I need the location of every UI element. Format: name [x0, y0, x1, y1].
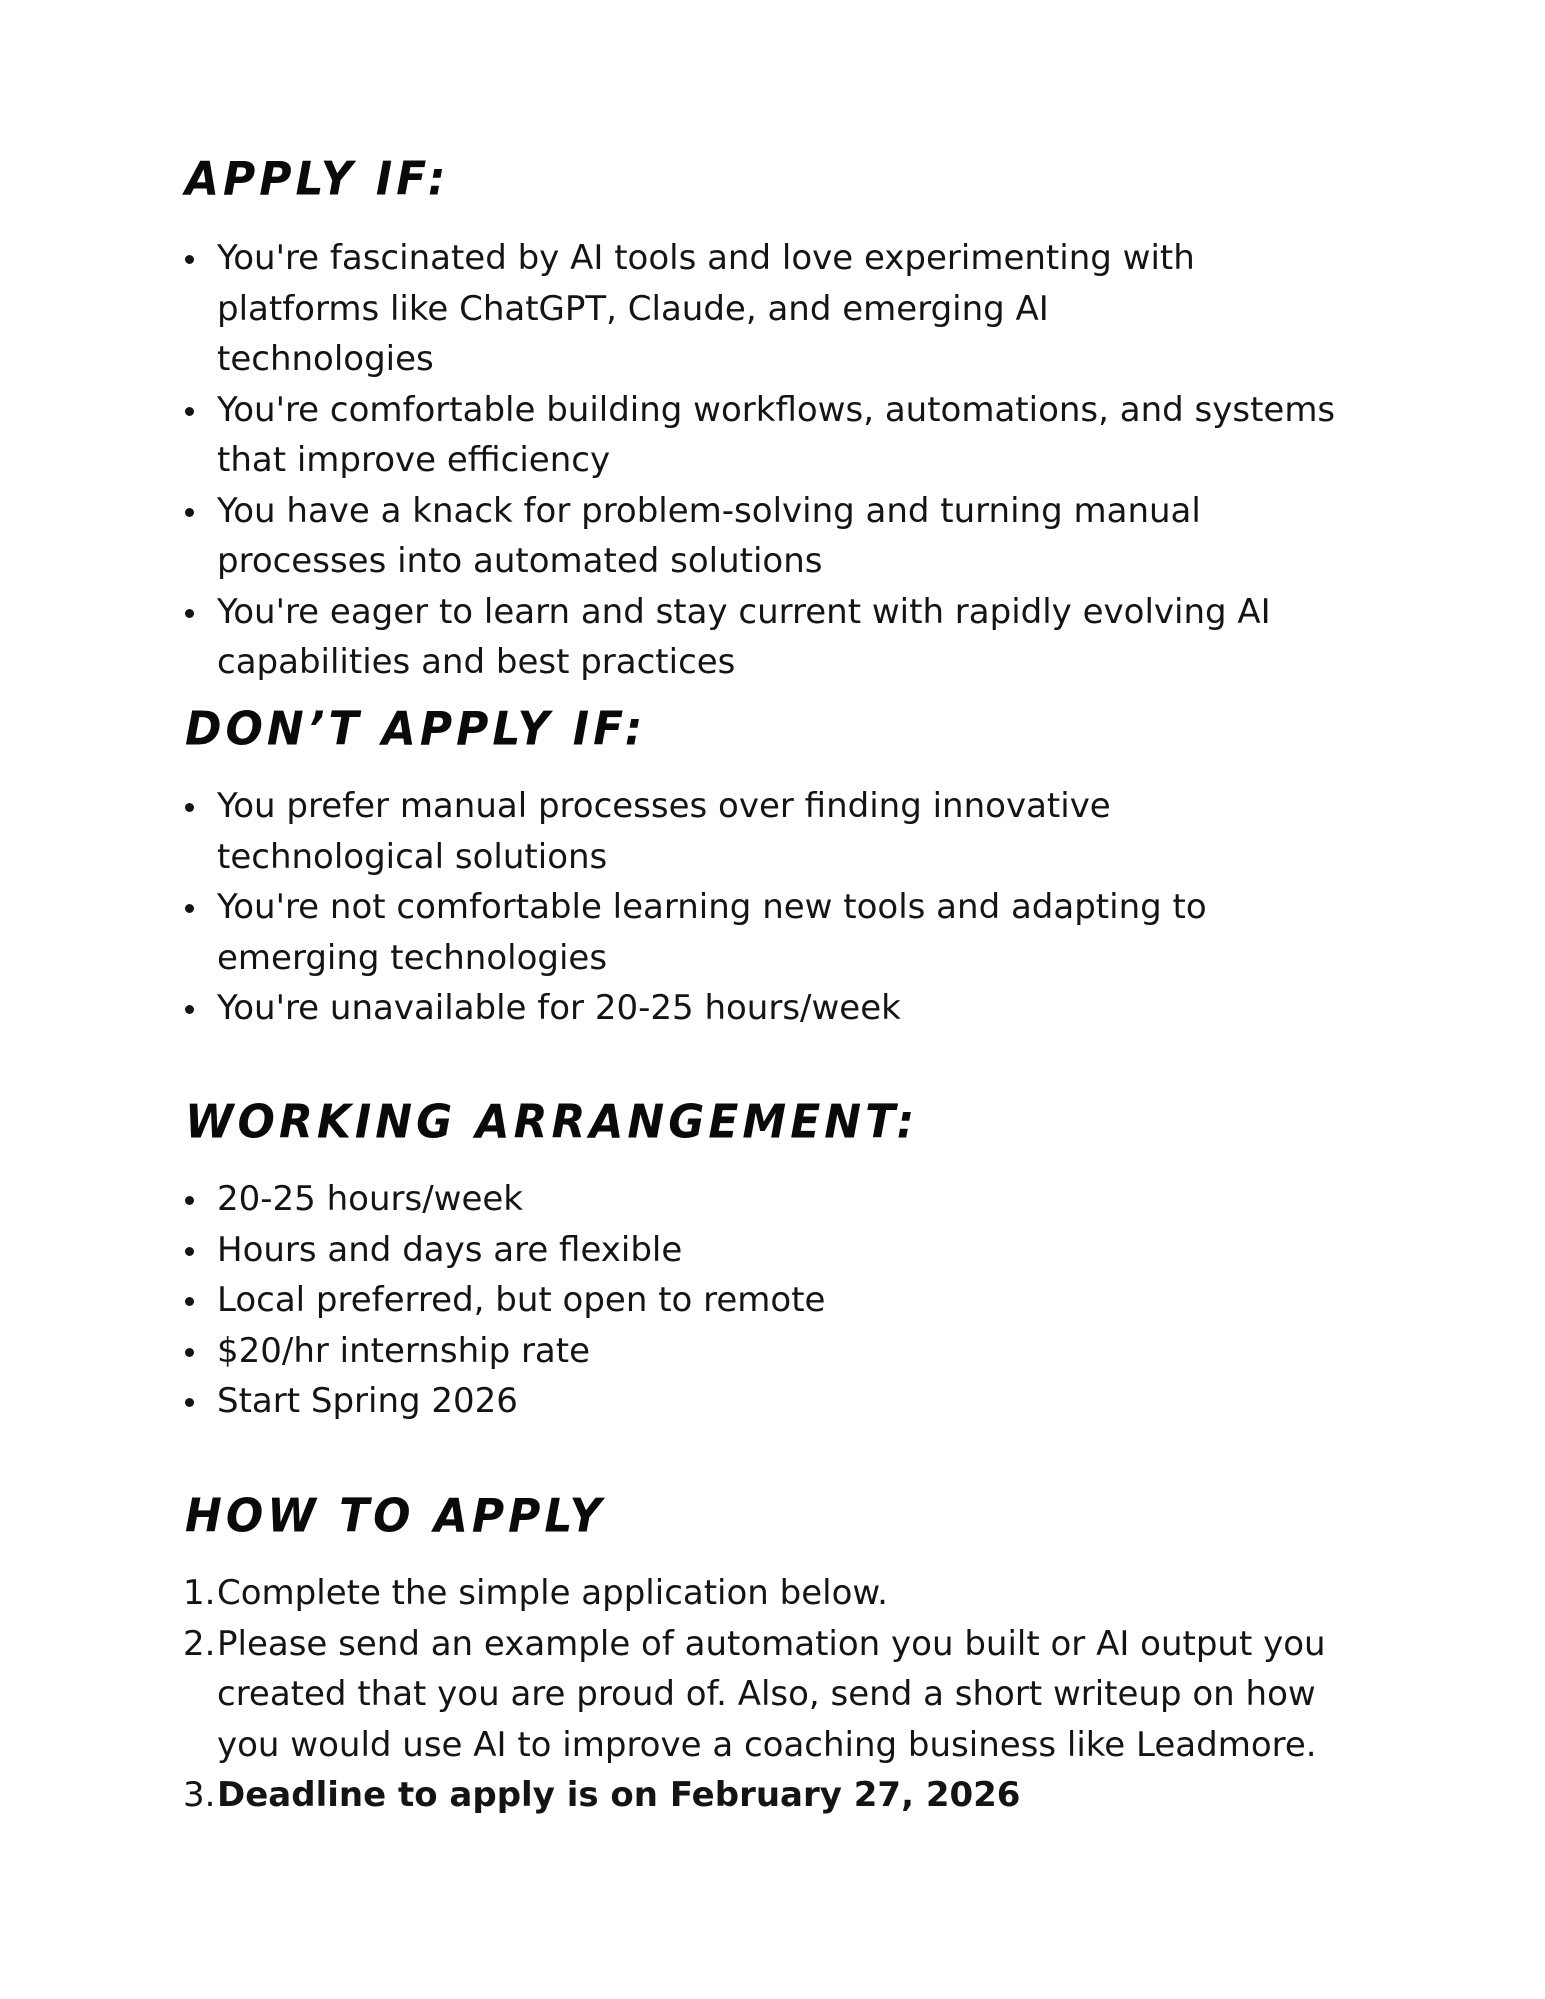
step-item [185, 1770, 1405, 1821]
list-apply-if [185, 233, 1395, 688]
list-item: You're fascinated by AI tools and love experimenting with platforms like ChatGPT, Claude, and emerging AI technologies [185, 233, 1247, 385]
list-item: Hours and days are flexible [185, 1225, 1405, 1276]
list-item: Local preferred, but open to remote [185, 1275, 1405, 1326]
list-item: 20-25 hours/week [185, 1174, 1405, 1225]
step-text: Complete the simple application below. [217, 1573, 888, 1613]
list-item: Start Spring 2026 [185, 1376, 1405, 1427]
list-item: You're not comfortable learning new tools and adapting to emerging technologies [185, 882, 1287, 983]
list-item: You have a knack for problem-solving and turning manual processes into automated solutions [185, 486, 1257, 587]
heading-apply-if: APPLY IF: [185, 152, 450, 207]
section-dont-apply-if [185, 700, 1405, 1034]
section-how-to-apply [185, 1487, 1405, 1821]
list-item: You're eager to learn and stay current with rapidly evolving AI capabilities and best practices [185, 587, 1317, 688]
list-item: You prefer manual processes over finding innovative technological solutions [185, 781, 1197, 882]
list-item: $20/hr internship rate [185, 1326, 1405, 1377]
list-working-arrangement [185, 1174, 1405, 1427]
heading-working-arrangement: WORKING ARRANGEMENT: [185, 1095, 919, 1150]
step-text: Please send an example of automation you built or AI output you created that you are proud of. Also, send a short writeup on how you would use AI to improve a coaching business like Leadmore. [217, 1623, 1326, 1765]
step-number: 2. [183, 1623, 216, 1664]
step-number: 3. [183, 1775, 216, 1815]
list-item: You're comfortable building workflows, automations, and systems that improve efficiency [185, 385, 1395, 486]
step-item [185, 1619, 1347, 1771]
section-working-arrangement [185, 1093, 1405, 1427]
step-number: 1. [183, 1573, 216, 1613]
step-text-deadline: Deadline to apply is on February 27, 2026 [217, 1775, 1021, 1815]
list-item: You're unavailable for 20-25 hours/week [185, 983, 1405, 1034]
step-item [185, 1568, 1405, 1619]
heading-dont-apply-if: DON’T APPLY IF: [185, 702, 647, 757]
section-apply-if [185, 150, 1405, 688]
list-how-to-apply [185, 1568, 1405, 1821]
list-dont-apply-if [185, 781, 1405, 1034]
heading-how-to-apply: HOW TO APPLY [185, 1489, 606, 1544]
